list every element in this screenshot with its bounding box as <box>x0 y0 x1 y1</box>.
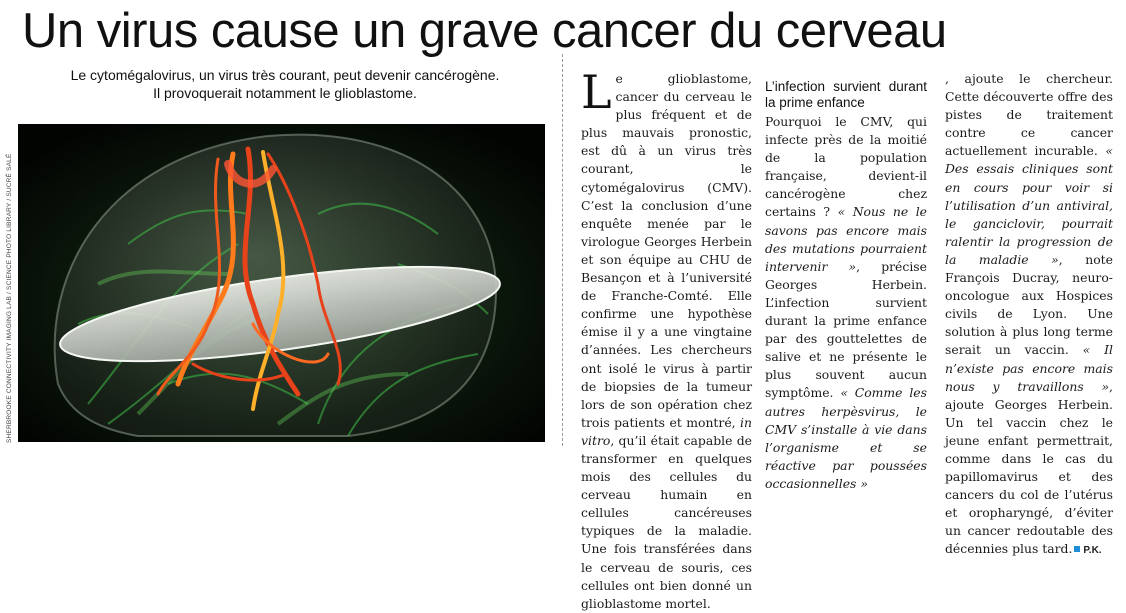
article-subhead: L’infection survient durant la prime enfance <box>765 79 927 110</box>
chapo-line-1: Le cytomégalovirus, un virus très courant, peut devenir cancérogène. <box>70 67 500 83</box>
caption-bold: Tumeur cérébrale <box>453 489 533 501</box>
article-column-3 <box>945 70 1113 561</box>
caption-text: vue par IRM (en rouge les fibres nerveuses touchées). <box>458 489 550 535</box>
chapo-line-2: Il provoquerait notamment le glioblastome. <box>153 85 417 101</box>
paragraph-2-d: , note François Ducray, neuro-oncologue aux Hospices civils de Lyon. Une solution à plus long terme serait un vaccin. <box>945 251 1113 358</box>
brain-tractography-illustration <box>18 124 545 442</box>
quote-4: « Il n’existe pas encore mais nous y travaillons » <box>945 342 1113 394</box>
paragraph-1-end: , qu’il était capable de transformer en quelques mois des cellules du cerveau humain en cellules cancéreuses typiques de la maladie. Une fois transférées dans le cerveau de souris, ces cellules ont bien donné un glioblastome mortel. <box>581 432 752 611</box>
paragraph-1-italic: in vitro <box>581 414 752 448</box>
paragraph-2-c: , ajoute le chercheur. Cette découverte offre des pistes de traitement contre ce cancer actuellement incurable. <box>945 71 1113 159</box>
drop-cap: L <box>581 65 612 119</box>
author-signature: P.K. <box>1083 545 1102 557</box>
quote-1: « Nous ne le savons pas encore mais des mutations pourraient intervenir » <box>765 204 927 274</box>
paragraph-2-a: Pourquoi le CMV, qui infecte près de la moitié de la population française, devient-il cancérogène chez certains ? <box>765 114 927 220</box>
article-column-1 <box>581 65 752 613</box>
column-divider <box>562 54 563 446</box>
paragraph-2-b: , précise Georges Herbein. L’infection survient durant la prime enfance par des gouttelettes de salive et ne présente le plus souvent aucun symptôme. <box>765 258 927 401</box>
paragraph-1-start: e glioblastome, cancer du cerveau le plus fréquent et de plus mauvais pronostic, est dû à un virus très courant, le cytomégalovirus (CMV). C’est la conclusion d’une enquête menée par le virologue Georges Herbein et son équipe au CHU de Besançon et à l’université de Franche-Comté. Elle confirme une hypothèse émise il y a une vingtaine d’années. Les chercheurs ont isolé le virus à partir de biopsies de la tumeur lors de son opération chez trois patients et montré, <box>581 71 752 430</box>
article-title: Un virus cause un grave cancer du cerveau <box>22 4 947 58</box>
article-chapo <box>25 66 545 102</box>
quote-2: « Comme les autres herpèsvirus, le CMV s’installe à vie dans l’organisme et se réactive par poussées occasionnelles » <box>765 385 927 491</box>
caption-arrow-icon: ◄ <box>490 476 499 486</box>
mri-brain-image <box>18 124 550 535</box>
photo-credit: SHERBROOKE CONNECTIVITY IMAGING LAB / SCIENCE PHOTO LIBRARY / SUCRÉ SALÉ <box>6 153 13 443</box>
quote-3: « Des essais cliniques sont en cours pour voir si l’utilisation d’un antiviral, le ganciclovir, pourrait ralentir la progression de la maladie » <box>945 143 1113 267</box>
figure-caption <box>450 476 550 536</box>
article-column-2 <box>765 70 927 493</box>
paragraph-2-e: , ajoute Georges Herbein. Un tel vaccin chez le jeune enfant permettrait, comme dans le cas du papillomavirus et des cancers du col de l’utérus et oropharyngé, d’éviter un cancer redoutable des décennies plus tard. <box>945 378 1113 557</box>
end-square-icon <box>1074 546 1080 552</box>
